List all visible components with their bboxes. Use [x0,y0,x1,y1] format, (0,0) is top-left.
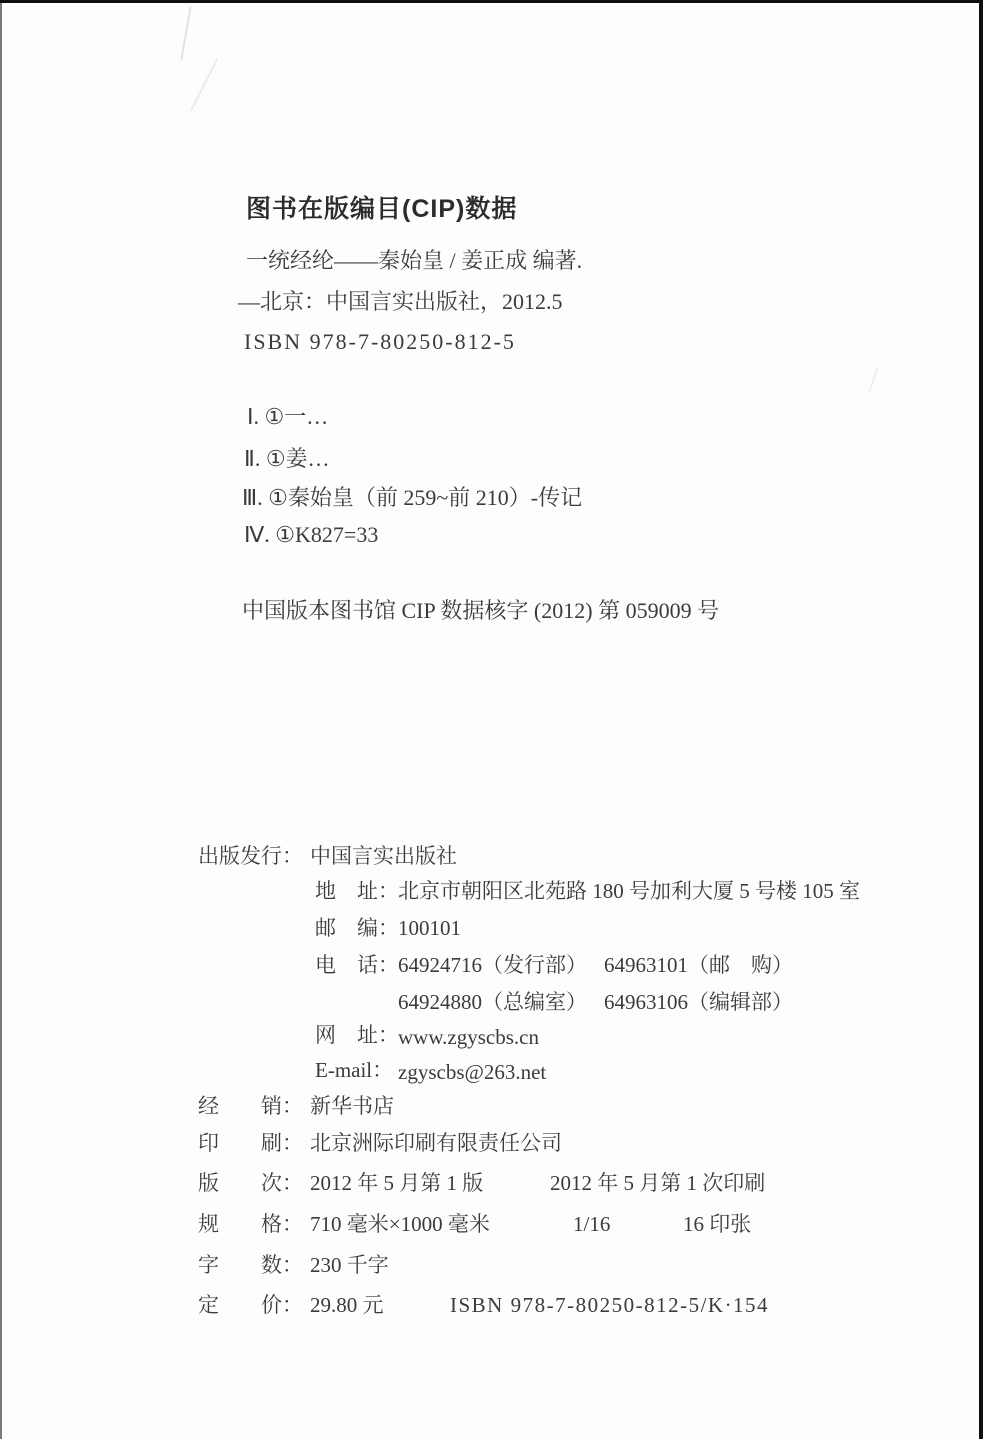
book-title-line: 一统经纶——秦始皇 / 姜正成 编著. [246,248,583,273]
cip-heading: 图书在版编目(CIP)数据 [246,195,518,223]
phone-value-editorialdept: 64963106（编辑部） [604,990,793,1014]
isbn-line: ISBN 978-7-80250-812-5 [244,329,516,354]
phone-value-distribution: 64924716（发行部） [398,953,587,977]
format-label: 规 格： [198,1212,303,1236]
cip-record-line: 中国版本图书馆 CIP 数据核字 (2012) 第 059009 号 [242,598,720,623]
publisher-label: 出版发行： [198,844,303,868]
edition-label: 版 次： [198,1171,303,1195]
scan-edge-left [0,0,2,1439]
cip-index-line-1: Ⅰ. ①一… [247,404,329,429]
scan-edge-top [0,0,983,3]
printing-value: 2012 年 5 月第 1 次印刷 [550,1171,766,1195]
phone-label: 电 话： [315,953,399,977]
cip-index-line-2: Ⅱ. ①姜… [244,446,330,471]
paper-crease [180,6,191,60]
publisher-value: 中国言实出版社 [310,844,457,868]
phone-value-mailorder: 64963101（邮 购） [604,953,793,977]
format-size-value: 710 毫米×1000 毫米 [310,1212,490,1236]
website-label: 网 址： [315,1023,399,1047]
printer-label: 印 刷： [198,1131,303,1155]
cip-index-line-4: Ⅳ. ①K827=33 [244,522,379,547]
price-isbn-value: ISBN 978-7-80250-812-5/K·154 [450,1293,770,1317]
postcode-value: 100101 [398,916,461,940]
email-value: zgyscbs@263.net [398,1060,547,1084]
postcode-label: 邮 编： [315,916,399,940]
website-value: www.zgyscbs.cn [398,1025,539,1049]
wordcount-value: 230 千字 [310,1253,389,1277]
format-fraction-value: 1/16 [573,1212,611,1236]
distributor-label: 经 销： [198,1094,303,1118]
wordcount-label: 字 数： [198,1253,303,1277]
paper-crease [190,59,218,112]
scan-edge-right [979,0,983,1439]
price-label: 定 价： [198,1293,303,1317]
cip-index-line-3: Ⅲ. ①秦始皇（前 259~前 210）-传记 [242,485,583,510]
paper-crease [868,368,878,393]
address-label: 地 址： [315,879,399,903]
imprint-line: —北京：中国言实出版社，2012.5 [238,289,563,314]
printer-value: 北京洲际印刷有限责任公司 [310,1131,562,1155]
edition-value: 2012 年 5 月第 1 版 [310,1171,484,1195]
distributor-value: 新华书店 [310,1094,394,1118]
phone-value-editorialoffice: 64924880（总编室） [398,990,587,1014]
price-value: 29.80 元 [310,1293,384,1317]
address-value: 北京市朝阳区北苑路 180 号加利大厦 5 号楼 105 室 [398,879,860,903]
email-label: E-mail： [315,1058,394,1082]
format-sheets-value: 16 印张 [683,1212,752,1236]
